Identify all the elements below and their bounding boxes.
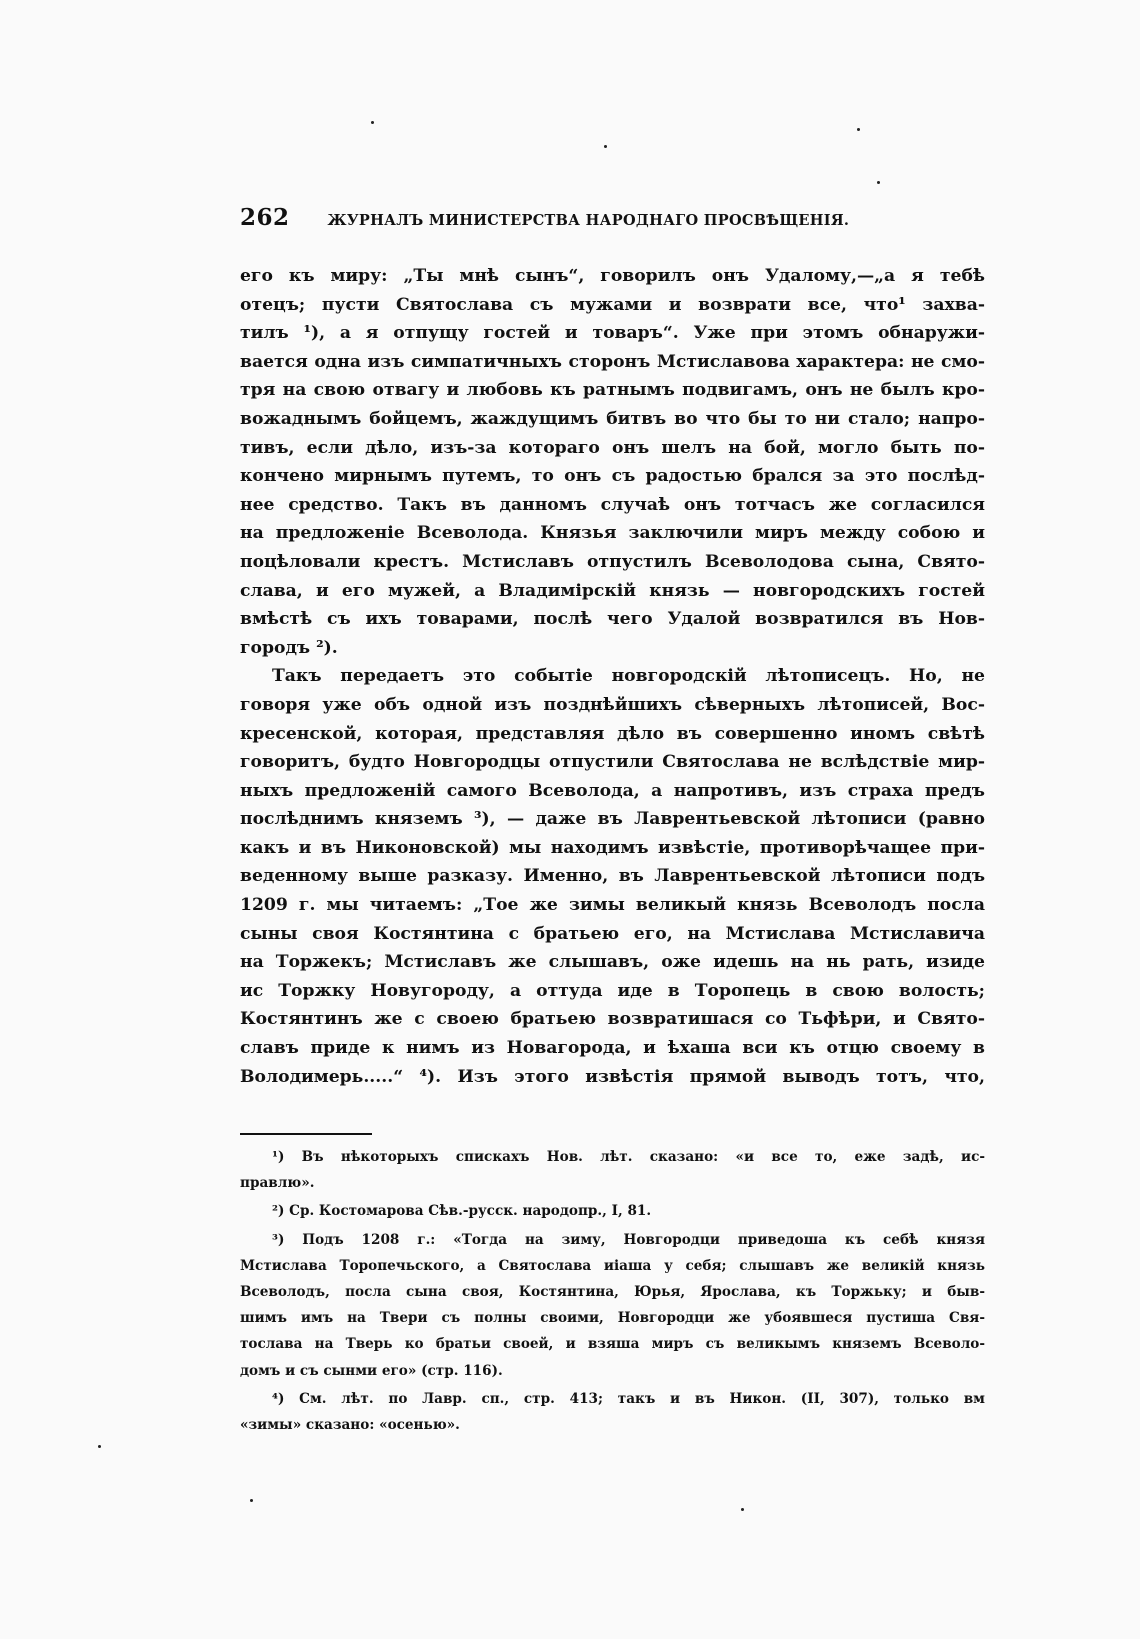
scan-speck [857, 128, 860, 131]
text-line: на Торжекъ; Мстиславъ же слышавъ, оже идешь на нь рать, изиде [240, 952, 985, 973]
paragraph-2 [240, 662, 985, 1091]
text-line: послѣднимъ княземъ ³), — даже въ Лаврентьевской лѣтописи (равно [240, 809, 985, 830]
main-text [240, 262, 985, 1091]
text-line: кончено мирнымъ путемъ, то онъ съ радостью брался за это послѣд- [240, 466, 985, 487]
footnote-2 [240, 1198, 985, 1224]
text-line: говоритъ, будто Новгородцы отпустили Святослава не вслѣдствіе мир- [240, 752, 985, 773]
scan-speck [741, 1508, 744, 1511]
text-line: на предложеніе Всеволода. Князья заключили миръ между собою и [240, 523, 985, 544]
text-line: городъ ²). [240, 637, 338, 658]
text-line: ис Торжку Новугороду, а оттуда иде в Торопець в свою волость; [240, 980, 985, 1001]
page-number: 262 [240, 204, 290, 231]
footnote-line: шимъ имъ на Твери съ полны своими, Новгородци же убоявшеся пустиша Свя- [240, 1310, 985, 1327]
footnote-divider [240, 1133, 372, 1135]
text-line: ныхъ предложеній самого Всеволода, а напротивъ, изъ страха предъ [240, 780, 985, 801]
text-line: веденному выше разказу. Именно, въ Лаврентьевской лѣтописи подъ [240, 866, 985, 887]
footnotes [240, 1144, 985, 1438]
footnote-4 [240, 1386, 985, 1438]
footnote-3 [240, 1227, 985, 1384]
text-line: нее средство. Такъ въ данномъ случаѣ онъ тотчасъ же согласился [240, 494, 985, 515]
footnote-line: тослава на Тверь ко братьи своей, и взяша миръ съ великымъ княземъ Всеволо- [240, 1336, 985, 1353]
text-line: Такъ передаетъ это событіе новгородскій лѣтописецъ. Но, не [272, 666, 985, 687]
scan-speck [250, 1499, 253, 1502]
scan-speck [604, 145, 607, 148]
text-line: отецъ; пусти Святослава съ мужами и возврати все, что¹ захва- [240, 294, 985, 315]
running-title: ЖУРНАЛЪ МИНИСТЕРСТВА НАРОДНАГО ПРОСВѢЩЕНІЯ. [327, 212, 850, 229]
footnote-line: ⁴) См. лѣт. по Лавр. сп., стр. 413; такъ и въ Никон. (II, 307), только вм [272, 1390, 985, 1407]
page-header [240, 204, 980, 236]
scan-speck [371, 121, 374, 124]
text-line: вмѣстѣ съ ихъ товарами, послѣ чего Удалой возвратился въ Нов- [240, 609, 985, 630]
footnote-line: домъ и съ сынми его» (стр. 116). [240, 1362, 503, 1379]
text-line: Володимерь.....“ ⁴). Изъ этого извѣстія прямой выводъ тотъ, что, [240, 1066, 985, 1087]
text-line: сыны своя Костянтина с братьею его, на Мстислава Мстиславича [240, 923, 985, 944]
footnote-line: ¹) Въ нѣкоторыхъ спискахъ Нов. лѣт. сказано: «и все то, еже задѣ, ис- [272, 1149, 985, 1165]
scan-speck [98, 1445, 101, 1448]
text-line: кресенской, которая, представляя дѣло въ совершенно иномъ свѣтѣ [240, 723, 985, 744]
text-line: вается одна изъ симпатичныхъ сторонъ Мстиславова характера: не смо- [240, 351, 985, 372]
footnote-line: Мстислава Торопечьского, а Святослава иіаша у себя; слышавъ же великій князь [240, 1257, 985, 1274]
text-line: вожаднымъ бойцемъ, жаждущимъ битвъ во что бы то ни стало; напро- [240, 408, 985, 429]
text-line: слава, и его мужей, а Владимірскій князь — новгородскихъ гостей [240, 580, 985, 601]
text-line: Костянтинъ же с своею братьею возвратишася со Тьфѣри, и Свято- [240, 1009, 985, 1030]
paragraph-1 [240, 262, 985, 662]
footnote-line: правлю». [240, 1175, 315, 1192]
footnote-line: ²) Ср. Костомарова Сѣв.-русск. народопр., I, 81. [272, 1203, 652, 1220]
text-line: тилъ ¹), а я отпущу гостей и товаръ“. Уже при этомъ обнаружи- [240, 323, 985, 344]
footnote-line: ³) Подъ 1208 г.: «Тогда на зиму, Новгородци приведоша къ себѣ князя [272, 1231, 985, 1248]
text-line: славъ приде к нимъ из Новагорода, и ѣхаша вси къ отцю своему в [240, 1038, 985, 1059]
text-line: поцѣловали крестъ. Мстиславъ отпустилъ Всеволодова сына, Свято- [240, 551, 985, 572]
footnote-line: Всеволодъ, посла сына своя, Костянтина, Юрья, Ярослава, къ Торжьку; и быв- [240, 1284, 985, 1301]
text-line: 1209 г. мы читаемъ: „Тое же зимы великый князь Всеволодъ посла [240, 895, 985, 916]
text-line: тря на свою отвагу и любовь къ ратнымъ подвигамъ, онъ не былъ кро- [240, 380, 985, 401]
footnote-1 [240, 1144, 985, 1196]
text-line: говоря уже объ одной изъ позднѣйшихъ сѣверныхъ лѣтописей, Вос- [240, 694, 985, 715]
text-line: тивъ, если дѣло, изъ-за котораго онъ шелъ на бой, могло быть по- [240, 437, 985, 458]
text-line: его къ миру: „Ты мнѣ сынъ“, говорилъ онъ Удалому,—„а я тебѣ [240, 266, 985, 286]
footnote-line: «зимы» сказано: «осенью». [240, 1417, 460, 1434]
scan-speck [877, 181, 880, 184]
text-line: какъ и въ Никоновской) мы находимъ извѣстіе, противорѣчащее при- [240, 837, 985, 858]
